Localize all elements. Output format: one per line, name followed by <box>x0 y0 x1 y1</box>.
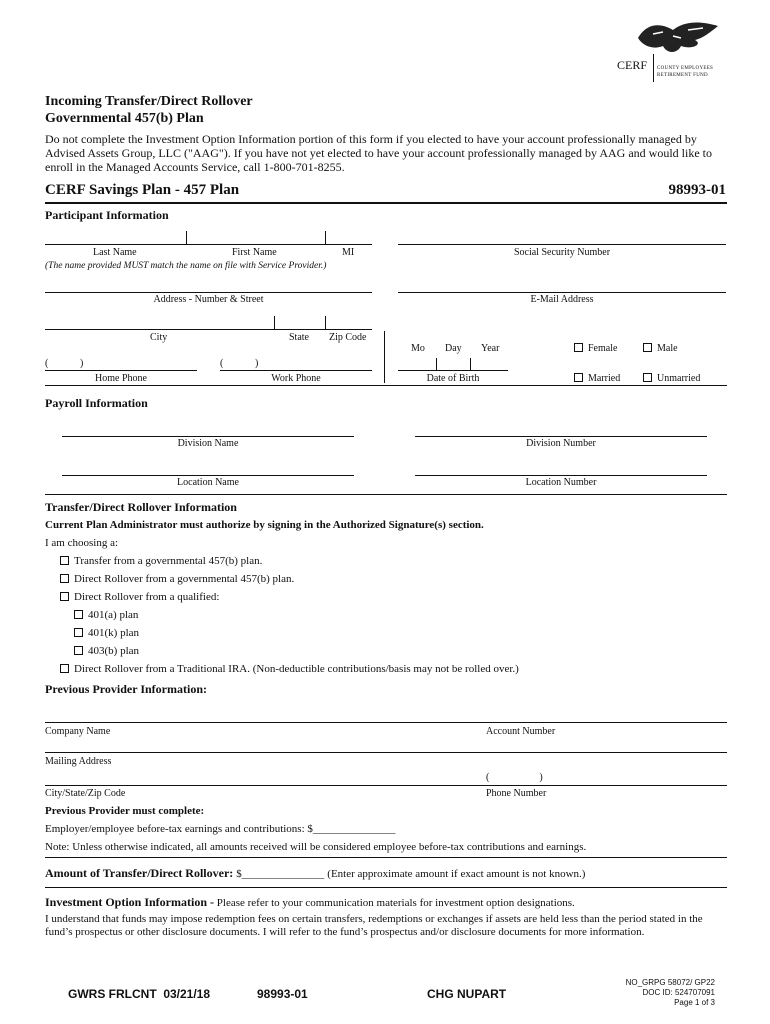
dob-label: Date of Birth <box>426 373 480 384</box>
footer-plan-number: 98993-01 <box>257 987 308 1001</box>
division-number-field[interactable] <box>415 436 707 437</box>
ssn-field[interactable] <box>398 244 726 245</box>
city-state-zip-field[interactable] <box>45 785 727 786</box>
location-number-field[interactable] <box>415 475 707 476</box>
home-phone-paren-close: ) <box>80 358 84 369</box>
cerf-logo <box>615 14 725 84</box>
location-name-label: Location Name <box>177 477 239 488</box>
state-label: State <box>289 332 309 343</box>
rollover-457b-option[interactable] <box>60 573 294 585</box>
dob-field[interactable] <box>398 370 508 371</box>
investment-label: Investment Option Information - <box>45 895 215 909</box>
redemption-paragraph: I understand that funds may impose redemption fees on certain transfers, redemptions or exchanges if assets are held less than the period stated in the fund’s prospectus or other disclosure documents. I will refer to the fund’s prospectus and/or disclosure documents for more information. <box>45 913 703 938</box>
checkbox-icon <box>60 556 69 565</box>
city-state-zip-label: City/State/Zip Code <box>45 788 126 799</box>
footer-page-number: Page 1 of 3 <box>674 998 715 1007</box>
address-field[interactable] <box>45 292 372 293</box>
transfer-heading: Transfer/Direct Rollover Information <box>45 500 237 514</box>
company-account-field[interactable] <box>45 722 727 723</box>
checkbox-icon <box>60 592 69 601</box>
city-label: City <box>150 332 168 343</box>
account-number-label: Account Number <box>486 726 556 737</box>
work-phone-paren-open: ( <box>220 358 224 369</box>
mailing-address-field[interactable] <box>45 752 727 753</box>
married-label: Married <box>588 373 621 384</box>
address-label: Address - Number & Street <box>153 294 264 305</box>
transfer-457b-option[interactable] <box>60 555 262 567</box>
earnings-field[interactable]: Employer/employee before-tax earnings and contributions: $_______________ <box>45 823 396 835</box>
transfer-subheading: Current Plan Administrator must authorize by signing in the Authorized Signature(s) section. <box>45 519 484 531</box>
last-name-label: Last Name <box>93 247 137 258</box>
name-note: (The name provided MUST match the name on file with Service Provider.) <box>45 261 327 271</box>
choosing-label: I am choosing a: <box>45 537 119 549</box>
option-401a[interactable] <box>74 609 138 621</box>
phone-number-label: Phone Number <box>486 788 547 799</box>
rollover-qualified-option[interactable] <box>60 591 219 603</box>
plan-name: CERF Savings Plan - 457 Plan <box>45 182 240 198</box>
checkbox-icon <box>74 610 83 619</box>
location-number-label: Location Number <box>525 477 597 488</box>
footer-form-code: GWRS FRLCNT 03/21/18 <box>68 987 211 1001</box>
eagle-logo-icon <box>633 16 723 56</box>
work-phone-paren-close: ) <box>255 358 259 369</box>
participant-heading: Participant Information <box>45 208 169 222</box>
work-phone-field[interactable] <box>220 370 372 371</box>
option-label: 401(k) plan <box>88 627 140 639</box>
amount-field[interactable]: $_______________ <box>236 868 325 880</box>
checkbox-icon <box>643 373 652 382</box>
amount-row <box>45 866 585 881</box>
amount-hint: (Enter approximate amount if exact amount is not known.) <box>327 868 586 880</box>
home-phone-field[interactable] <box>45 370 197 371</box>
division-name-field[interactable] <box>62 436 354 437</box>
checkbox-icon <box>74 628 83 637</box>
checkbox-icon <box>74 646 83 655</box>
provider-phone-paren: ( ) <box>486 772 543 783</box>
male-label: Male <box>657 343 678 354</box>
checkbox-icon <box>574 343 583 352</box>
unmarried-label: Unmarried <box>657 373 701 384</box>
first-name-label: First Name <box>232 247 277 258</box>
investment-row <box>45 895 575 910</box>
dob-month-label: Mo <box>411 343 425 354</box>
checkbox-icon <box>574 373 583 382</box>
contributions-note: Note: Unless otherwise indicated, all amounts received will be considered employee before-tax contributions and earnings. <box>45 841 587 853</box>
division-name-label: Division Name <box>177 438 239 449</box>
form-title-line-2: Governmental 457(b) Plan <box>45 111 204 126</box>
intro-paragraph: Do not complete the Investment Option Information portion of this form if you elected to have your account professionally managed by Advised Assets Group, LLC ("AAG"). If you have not yet elected to have your account professionally managed by AAG and would like to enroll in the Managed Accounts Service, call 1-800-701-8255. <box>45 132 712 174</box>
payroll-heading: Payroll Information <box>45 396 148 410</box>
work-phone-label: Work Phone <box>271 373 321 384</box>
footer-doc-group: NO_GRPG 58072/ GP22 <box>625 978 715 987</box>
zip-label: Zip Code <box>329 332 367 343</box>
dob-day-label: Day <box>445 343 462 354</box>
rollover-ira-option[interactable] <box>60 663 519 675</box>
option-label: Direct Rollover from a Traditional IRA. (Non-deductible contributions/basis may not be rolled over.) <box>74 663 519 675</box>
logo-text: CERF <box>617 58 648 72</box>
plan-number: 98993-01 <box>668 182 726 198</box>
unmarried-checkbox[interactable] <box>643 373 700 384</box>
option-label: Transfer from a governmental 457(b) plan. <box>74 555 263 567</box>
investment-text: Please refer to your communication materials for investment option designations. <box>216 897 575 909</box>
provider-must-complete: Previous Provider must complete: <box>45 805 205 817</box>
footer-chg: CHG NUPART <box>427 987 507 1001</box>
option-label: 401(a) plan <box>88 609 139 621</box>
form-title-line-1: Incoming Transfer/Direct Rollover <box>45 94 253 109</box>
email-field[interactable] <box>398 292 726 293</box>
ssn-label: Social Security Number <box>513 247 611 258</box>
option-label: 403(b) plan <box>88 645 140 657</box>
married-checkbox[interactable] <box>574 373 620 384</box>
previous-provider-heading: Previous Provider Information: <box>45 682 207 696</box>
amount-label: Amount of Transfer/Direct Rollover: <box>45 866 234 880</box>
logo-subtitle-1: COUNTY EMPLOYEES <box>657 66 714 71</box>
home-phone-label: Home Phone <box>95 373 147 384</box>
checkbox-icon <box>60 574 69 583</box>
female-checkbox[interactable] <box>574 343 617 354</box>
option-401k[interactable] <box>74 627 139 639</box>
footer-doc-id: DOC ID: 524707091 <box>642 988 715 997</box>
option-label: Direct Rollover from a governmental 457(b) plan. <box>74 573 295 585</box>
female-label: Female <box>588 343 618 354</box>
location-name-field[interactable] <box>62 475 354 476</box>
male-checkbox[interactable] <box>643 343 678 354</box>
dob-year-label: Year <box>481 343 500 354</box>
home-phone-paren-open: ( <box>45 358 49 369</box>
company-name-label: Company Name <box>45 726 111 737</box>
email-label: E-Mail Address <box>530 294 594 305</box>
mailing-address-label: Mailing Address <box>45 756 112 767</box>
mi-label: MI <box>342 247 355 258</box>
logo-subtitle-2: RETIREMENT FUND <box>657 73 708 78</box>
checkbox-icon <box>60 664 69 673</box>
checkbox-icon <box>643 343 652 352</box>
division-number-label: Division Number <box>526 438 596 449</box>
option-403b[interactable] <box>74 645 139 657</box>
option-label: Direct Rollover from a qualified: <box>74 591 220 603</box>
